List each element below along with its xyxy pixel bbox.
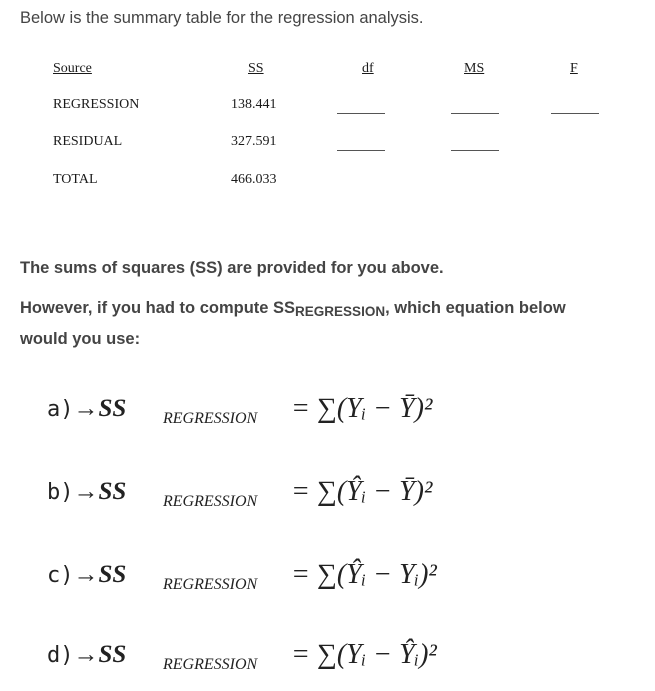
arrow-icon: →	[73, 561, 99, 588]
option-c[interactable]	[47, 561, 647, 611]
blank-ms-residual	[451, 150, 499, 151]
row-ss-regression: 138.441	[231, 97, 277, 112]
header-ms: MS	[464, 61, 485, 76]
option-c-equation: = ∑(Ŷᵢ − Yᵢ)²	[291, 559, 437, 590]
row-source-total: TOTAL	[53, 172, 98, 187]
option-c-subscript: REGRESSION	[163, 576, 258, 593]
question-line-2-sub: REGRESSION	[295, 304, 386, 319]
option-a-subscript: REGRESSION	[163, 410, 258, 427]
blank-df-regression	[337, 113, 385, 114]
option-c-letter: c)	[47, 563, 74, 588]
question-line-3: would you use:	[20, 330, 141, 348]
option-a-label	[47, 395, 126, 423]
option-b-ss: SS	[98, 478, 127, 505]
option-a-ss: SS	[98, 395, 127, 422]
question-line-2	[20, 299, 566, 318]
option-b-letter: b)	[47, 480, 74, 505]
option-d-equation: = ∑(Yᵢ − Ŷᵢ)²	[291, 639, 437, 670]
blank-df-residual	[337, 150, 385, 151]
blank-f-regression	[551, 113, 599, 114]
question-line-2-pre: However, if you had to compute SS	[20, 299, 296, 317]
blank-ms-regression	[451, 113, 499, 114]
arrow-icon: →	[73, 641, 99, 668]
option-a[interactable]	[47, 395, 647, 445]
option-d-letter: d)	[47, 643, 74, 668]
option-b-equation: = ∑(Ŷᵢ − Ȳ)²	[291, 476, 433, 507]
option-d-ss: SS	[98, 641, 127, 668]
option-a-equation: = ∑(Yᵢ − Ȳ)²	[291, 393, 433, 424]
option-c-ss: SS	[98, 561, 127, 588]
header-source: Source	[53, 61, 92, 76]
question-line-1: The sums of squares (SS) are provided for you above.	[20, 259, 444, 277]
row-ss-residual: 327.591	[231, 134, 277, 149]
row-ss-total: 466.033	[231, 172, 277, 187]
option-b-subscript: REGRESSION	[163, 493, 258, 510]
intro-text: Below is the summary table for the regression analysis.	[20, 9, 424, 27]
arrow-icon: →	[73, 478, 99, 505]
row-source-residual: RESIDUAL	[53, 134, 123, 149]
option-d-label	[47, 641, 126, 669]
question-line-2-post: , which equation below	[385, 299, 566, 317]
header-df: df	[362, 61, 374, 76]
option-b[interactable]	[47, 478, 647, 528]
option-b-label	[47, 478, 126, 506]
option-d-subscript: REGRESSION	[163, 656, 258, 673]
option-a-letter: a)	[47, 397, 74, 422]
arrow-icon: →	[73, 395, 99, 422]
row-source-regression: REGRESSION	[53, 97, 140, 112]
header-f: F	[570, 61, 578, 76]
option-c-label	[47, 561, 126, 589]
option-d[interactable]	[47, 641, 647, 691]
header-ss: SS	[248, 61, 264, 76]
